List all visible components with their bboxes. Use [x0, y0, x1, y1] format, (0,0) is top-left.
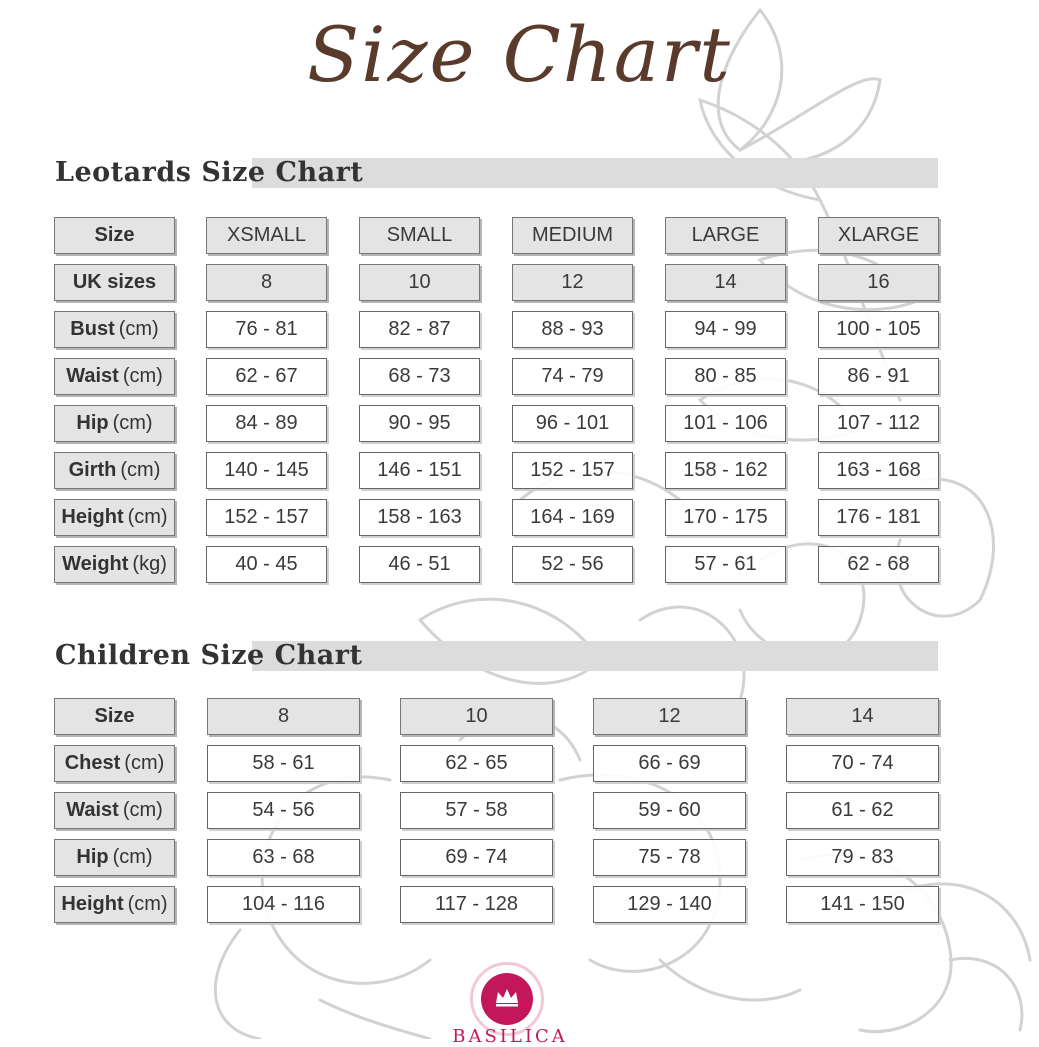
- children-title: Children Size Chart: [55, 640, 363, 671]
- table-cell: 61 - 62: [786, 792, 939, 829]
- size-header: 14: [786, 698, 939, 735]
- table-cell: 8: [206, 264, 327, 301]
- row-label: Weight (kg): [54, 546, 175, 583]
- size-header: 8: [207, 698, 360, 735]
- table-cell: 62 - 65: [400, 745, 553, 782]
- table-cell: 12: [512, 264, 633, 301]
- table-cell: 170 - 175: [665, 499, 786, 536]
- table-cell: 94 - 99: [665, 311, 786, 348]
- table-cell: 14: [665, 264, 786, 301]
- row-label: Hip (cm): [54, 405, 175, 442]
- table-cell: 117 - 128: [400, 886, 553, 923]
- table-cell: 75 - 78: [593, 839, 746, 876]
- table-cell: 152 - 157: [206, 499, 327, 536]
- table-cell: 46 - 51: [359, 546, 480, 583]
- row-label: Waist (cm): [54, 792, 175, 829]
- table-cell: 40 - 45: [206, 546, 327, 583]
- table-cell: 59 - 60: [593, 792, 746, 829]
- table-cell: 76 - 81: [206, 311, 327, 348]
- header-label: Size: [54, 217, 175, 254]
- table-cell: 80 - 85: [665, 358, 786, 395]
- brand-name: BASILICA: [452, 1026, 568, 1047]
- table-cell: 176 - 181: [818, 499, 939, 536]
- table-cell: 158 - 163: [359, 499, 480, 536]
- brand-logo: [470, 962, 544, 1036]
- table-cell: 146 - 151: [359, 452, 480, 489]
- table-cell: 152 - 157: [512, 452, 633, 489]
- table-cell: 90 - 95: [359, 405, 480, 442]
- row-label: UK sizes: [54, 264, 175, 301]
- logo-badge: [481, 973, 533, 1025]
- table-cell: 52 - 56: [512, 546, 633, 583]
- row-label: Height (cm): [54, 499, 175, 536]
- table-cell: 100 - 105: [818, 311, 939, 348]
- header-label: Size: [54, 698, 175, 735]
- table-cell: 68 - 73: [359, 358, 480, 395]
- row-label: Chest (cm): [54, 745, 175, 782]
- size-header: XLARGE: [818, 217, 939, 254]
- size-header: MEDIUM: [512, 217, 633, 254]
- table-cell: 141 - 150: [786, 886, 939, 923]
- row-label: Girth (cm): [54, 452, 175, 489]
- table-cell: 163 - 168: [818, 452, 939, 489]
- table-cell: 158 - 162: [665, 452, 786, 489]
- table-cell: 62 - 67: [206, 358, 327, 395]
- size-header: LARGE: [665, 217, 786, 254]
- table-cell: 88 - 93: [512, 311, 633, 348]
- row-label: Hip (cm): [54, 839, 175, 876]
- row-label: Waist (cm): [54, 358, 175, 395]
- row-label: Height (cm): [54, 886, 175, 923]
- table-cell: 57 - 61: [665, 546, 786, 583]
- table-cell: 86 - 91: [818, 358, 939, 395]
- table-cell: 69 - 74: [400, 839, 553, 876]
- crown-icon: [494, 987, 520, 1007]
- table-cell: 164 - 169: [512, 499, 633, 536]
- table-cell: 82 - 87: [359, 311, 480, 348]
- table-cell: 54 - 56: [207, 792, 360, 829]
- row-label: Bust (cm): [54, 311, 175, 348]
- table-cell: 63 - 68: [207, 839, 360, 876]
- table-cell: 140 - 145: [206, 452, 327, 489]
- table-cell: 10: [359, 264, 480, 301]
- table-cell: 74 - 79: [512, 358, 633, 395]
- size-header: XSMALL: [206, 217, 327, 254]
- table-cell: 70 - 74: [786, 745, 939, 782]
- table-cell: 16: [818, 264, 939, 301]
- table-cell: 96 - 101: [512, 405, 633, 442]
- table-cell: 101 - 106: [665, 405, 786, 442]
- page-title: Size Chart: [307, 10, 732, 99]
- size-header: SMALL: [359, 217, 480, 254]
- table-cell: 84 - 89: [206, 405, 327, 442]
- table-cell: 104 - 116: [207, 886, 360, 923]
- table-cell: 129 - 140: [593, 886, 746, 923]
- size-header: 10: [400, 698, 553, 735]
- table-cell: 58 - 61: [207, 745, 360, 782]
- size-header: 12: [593, 698, 746, 735]
- table-cell: 66 - 69: [593, 745, 746, 782]
- leotards-title: Leotards Size Chart: [55, 157, 364, 188]
- table-cell: 79 - 83: [786, 839, 939, 876]
- table-cell: 57 - 58: [400, 792, 553, 829]
- table-cell: 107 - 112: [818, 405, 939, 442]
- table-cell: 62 - 68: [818, 546, 939, 583]
